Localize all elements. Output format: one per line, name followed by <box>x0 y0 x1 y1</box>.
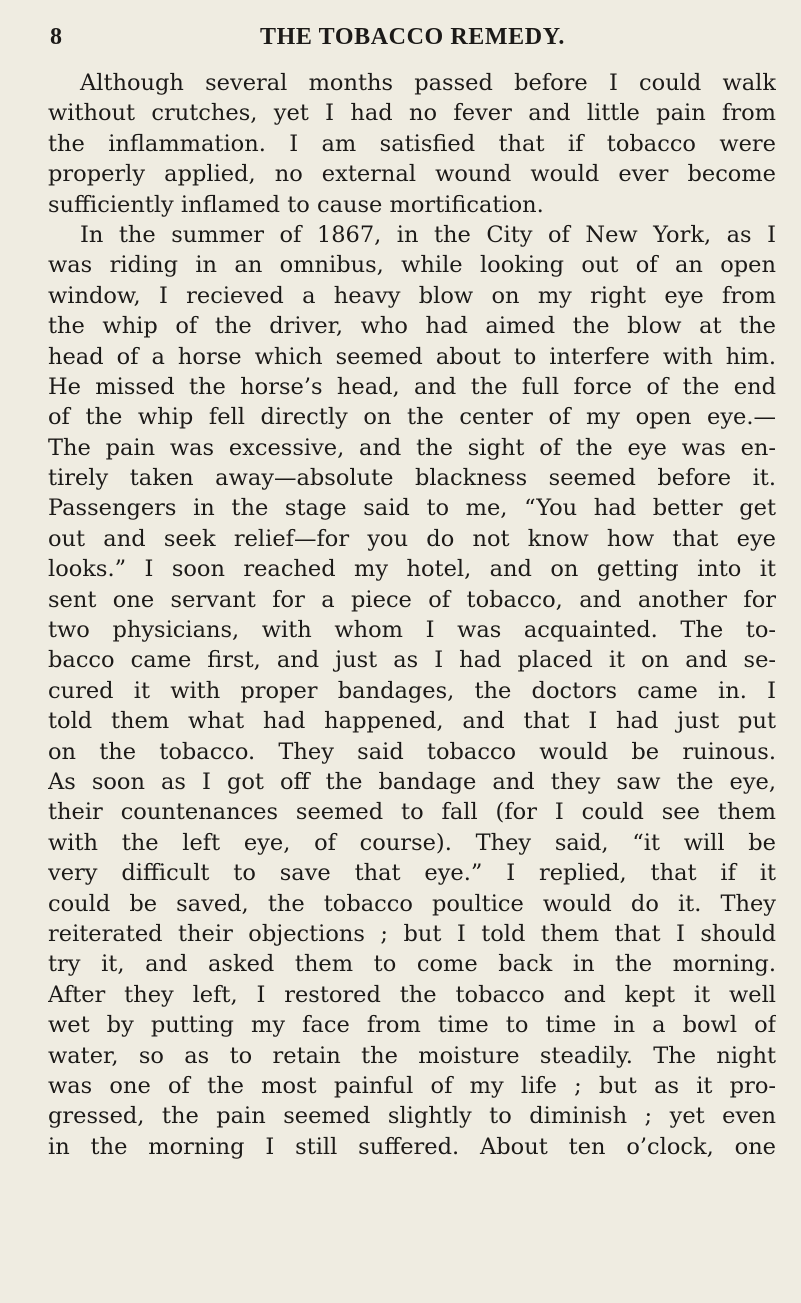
text-line: was one of the most painful of my life ; but as it pro- <box>48 1072 776 1099</box>
text-line: tirely taken away—absolute blackness seemed before it. <box>48 465 776 492</box>
text-line: was riding in an omnibus, while looking out of an open <box>48 252 776 279</box>
text-line: of the whip fell directly on the center of my open eye.— <box>48 404 776 431</box>
running-title: THE TOBACCO REMEDY. <box>260 24 566 50</box>
text-line: the inflammation. I am satisfied that if tobacco were <box>48 130 776 157</box>
text-line: the whip of the driver, who had aimed the blow at the <box>48 313 776 340</box>
text-line: very difficult to save that eye.” I replied, that if it <box>48 860 776 887</box>
text-line: In the summer of 1867, in the City of New York, as I <box>80 221 776 248</box>
text-line: told them what had happened, and that I had just put <box>48 708 776 735</box>
text-line: in the morning I still suffered. About ten o’clock, one <box>48 1133 776 1160</box>
text-line: looks.” I soon reached my hotel, and on getting into it <box>48 556 776 583</box>
text-line: properly applied, no external wound would ever become <box>48 161 776 188</box>
text-line: reiterated their objections ; but I told them that I should <box>48 920 776 947</box>
text-line: could be saved, the tobacco poultice would do it. They <box>48 890 776 917</box>
text-line: Passengers in the stage said to me, “You had better get <box>48 495 776 522</box>
text-line: Although several months passed before I could walk <box>80 70 776 96</box>
text-line: sent one servant for a piece of tobacco, and another for <box>48 586 776 613</box>
text-line: try it, and asked them to come back in the morning. <box>48 951 776 978</box>
text-line: The pain was excessive, and the sight of the eye was en- <box>48 434 776 461</box>
text-line: sufficiently inflamed to cause mortification. <box>48 191 544 218</box>
running-head <box>50 20 776 54</box>
text-line: wet by putting my face from time to time in a bowl of <box>48 1012 776 1039</box>
text-line: on the tobacco. They said tobacco would be ruinous. <box>48 738 776 765</box>
text-line: After they left, I restored the tobacco and kept it well <box>48 981 776 1008</box>
text-line: out and seek relief—for you do not know how that eye <box>48 525 776 552</box>
text-line: bacco came first, and just as I had placed it on and se- <box>48 647 776 674</box>
text-line: head of a horse which seemed about to interfere with him. <box>48 343 776 370</box>
text-line: window, I recieved a heavy blow on my right eye from <box>48 282 776 309</box>
text-line: their countenances seemed to fall (for I could see them <box>48 799 776 826</box>
text-line: with the left eye, of course). They said, “it will be <box>48 829 776 856</box>
text-line: two physicians, with whom I was acquainted. The to- <box>48 617 776 644</box>
page-number: 8 <box>50 24 62 50</box>
body-text <box>48 68 776 1162</box>
text-line: water, so as to retain the moisture steadily. The night <box>48 1042 776 1069</box>
text-line: As soon as I got off the bandage and they saw the eye, <box>48 768 776 795</box>
text-line: cured it with proper bandages, the doctors came in. I <box>48 677 776 704</box>
text-line: He missed the horse’s head, and the full force of the end <box>48 373 776 400</box>
text-line: without crutches, yet I had no fever and little pain from <box>48 100 776 127</box>
text-line: gressed, the pain seemed slightly to diminish ; yet even <box>48 1103 776 1130</box>
